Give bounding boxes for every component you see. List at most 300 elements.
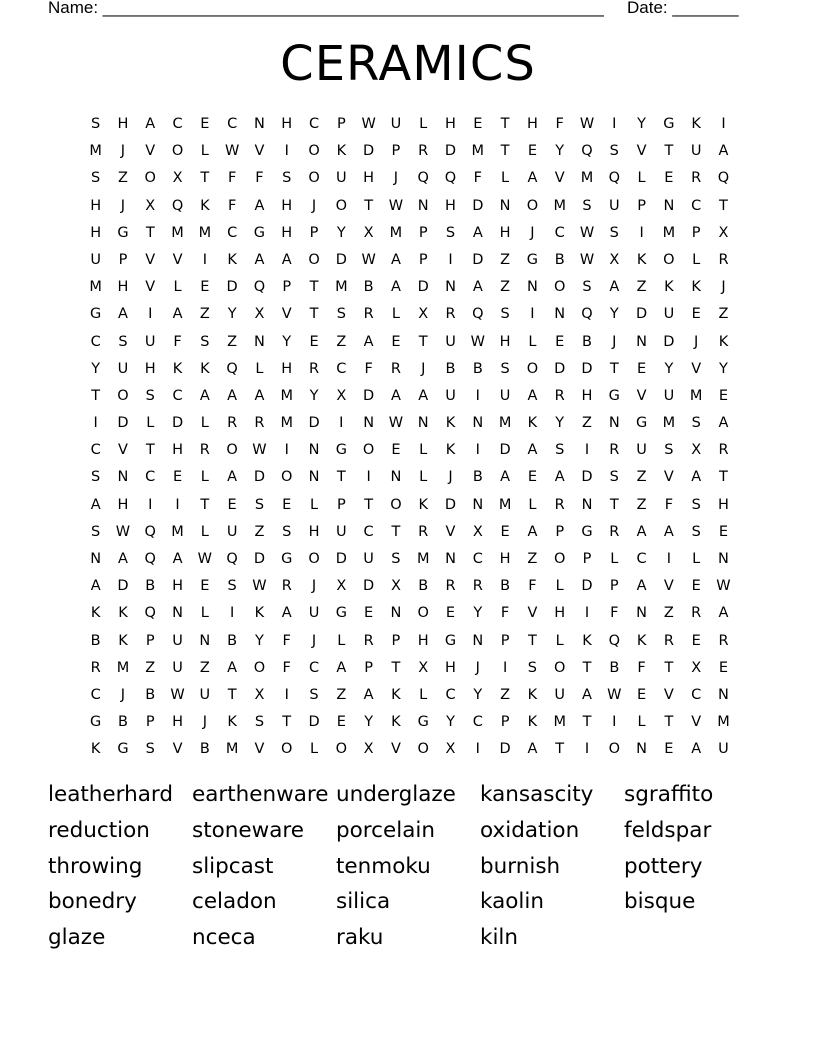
grid-letter: Z xyxy=(199,306,210,323)
grid-letter: A xyxy=(254,197,265,214)
word-list xyxy=(48,777,768,956)
grid-letter: Q xyxy=(226,551,238,567)
grid-letter: U xyxy=(336,523,347,540)
grid-letter: A xyxy=(363,686,374,703)
word-list-item: kiln xyxy=(480,925,519,951)
grid-row xyxy=(82,736,742,763)
grid-letter: A xyxy=(718,143,729,160)
grid-letter: U xyxy=(718,741,729,758)
grid-letter: A xyxy=(254,251,265,268)
grid-letter: Z xyxy=(336,333,347,350)
grid-letter: C xyxy=(308,659,320,676)
grid-letter: S xyxy=(118,333,128,350)
grid-letter: V xyxy=(145,279,156,296)
grid-letter: N xyxy=(390,469,402,486)
grid-letter: K xyxy=(200,360,210,377)
grid-letter: V xyxy=(281,306,292,323)
grid-letter: S xyxy=(254,714,265,731)
grid-letter: E xyxy=(691,306,701,323)
grid-letter: S xyxy=(91,469,101,486)
grid-letter: C xyxy=(636,551,647,567)
grid-letter: I xyxy=(721,116,726,132)
grid-letter: V xyxy=(663,469,674,486)
grid-letter: H xyxy=(554,605,566,622)
grid-letter: K xyxy=(90,741,101,758)
grid-letter: M xyxy=(662,224,676,241)
grid-letter: T xyxy=(664,659,674,676)
grid-letter: N xyxy=(199,632,211,649)
grid-letter: T xyxy=(364,496,374,513)
grid-letter: H xyxy=(172,578,183,595)
grid-letter: N xyxy=(636,605,648,622)
word-list-item: leatherhard xyxy=(48,782,174,807)
grid-letter: W xyxy=(224,143,240,160)
grid-row xyxy=(82,111,742,138)
grid-letter: A xyxy=(527,442,538,459)
grid-letter: N xyxy=(308,469,320,486)
grid-letter: Z xyxy=(663,605,674,622)
grid-letter: O xyxy=(226,442,238,459)
grid-letter: N xyxy=(636,333,648,350)
grid-letter: V xyxy=(145,251,156,268)
word-list-item: kaolin xyxy=(480,889,544,915)
grid-letter: Y xyxy=(555,143,565,160)
grid-letter: V xyxy=(172,741,183,758)
grid-letter: R xyxy=(554,496,565,513)
grid-letter: F xyxy=(282,632,291,649)
grid-letter: M xyxy=(280,387,293,404)
grid-letter: Q xyxy=(717,170,730,187)
grid-letter: E xyxy=(200,279,210,296)
grid-letter: M xyxy=(116,659,130,676)
grid-letter: Y xyxy=(336,224,346,241)
grid-letter: H xyxy=(117,279,129,296)
grid-letter: T xyxy=(609,496,619,513)
grid-letter: C xyxy=(227,116,238,132)
grid-letter: H xyxy=(363,170,375,187)
grid-letter: B xyxy=(500,578,511,595)
grid-letter: U xyxy=(363,551,374,567)
grid-letter: O xyxy=(281,741,293,758)
grid-letter: L xyxy=(309,496,319,513)
grid-letter: I xyxy=(148,496,153,513)
grid-letter: T xyxy=(555,741,565,758)
grid-letter: C xyxy=(691,197,702,214)
grid-letter: P xyxy=(418,224,428,241)
grid-letter: E xyxy=(227,496,237,513)
grid-letter: T xyxy=(719,197,728,214)
grid-letter: O xyxy=(553,659,566,676)
grid-letter: P xyxy=(637,197,646,214)
grid-letter: F xyxy=(473,170,482,187)
grid-letter: V xyxy=(445,523,456,540)
grid-letter: T xyxy=(500,116,510,132)
grid-letter: V xyxy=(663,578,674,595)
grid-letter: M xyxy=(689,387,703,404)
grid-letter: Z xyxy=(636,279,647,296)
header xyxy=(48,0,748,19)
grid-letter: A xyxy=(172,551,183,567)
grid-letter: K xyxy=(445,442,456,459)
grid-letter: I xyxy=(366,469,371,486)
grid-letter: Q xyxy=(608,632,620,649)
grid-letter: A xyxy=(390,387,401,404)
grid-letter: W xyxy=(170,686,185,703)
grid-letter: X xyxy=(691,659,702,676)
grid-letter: S xyxy=(391,551,401,567)
grid-letter: K xyxy=(254,605,265,622)
grid-letter: F xyxy=(282,659,291,676)
word-list-item: throwing xyxy=(48,853,143,879)
grid-letter: A xyxy=(663,523,674,540)
grid-letter: Y xyxy=(255,632,264,649)
grid-letter: C xyxy=(472,714,483,731)
grid-letter: R xyxy=(718,251,729,268)
grid-letter: H xyxy=(445,659,456,676)
grid-letter: K xyxy=(527,686,538,703)
grid-letter: S xyxy=(664,442,674,459)
grid-letter: T xyxy=(336,469,346,486)
grid-letter: U xyxy=(608,197,620,214)
grid-letter: L xyxy=(637,170,646,187)
grid-letter: X xyxy=(254,686,265,703)
grid-letter: A xyxy=(336,659,347,676)
grid-letter: S xyxy=(691,523,701,540)
grid-letter: L xyxy=(419,469,428,486)
grid-letter: B xyxy=(117,714,128,731)
grid-letter: V xyxy=(172,251,183,268)
grid-letter: O xyxy=(335,741,348,758)
grid-letter: I xyxy=(584,442,590,459)
grid-letter: G xyxy=(117,741,129,758)
grid-letter: A xyxy=(227,387,238,404)
grid-letter: D xyxy=(499,442,511,459)
grid-letter: I xyxy=(284,686,289,703)
grid-letter: O xyxy=(608,741,620,758)
grid-letter: M xyxy=(171,224,184,241)
grid-letter: P xyxy=(391,143,401,160)
grid-letter: U xyxy=(554,686,565,703)
word-list-item: earthenware xyxy=(192,782,329,807)
grid-letter: J xyxy=(311,632,317,649)
grid-letter: Z xyxy=(500,251,511,268)
grid-letter: S xyxy=(609,224,619,241)
grid-letter: X xyxy=(472,523,483,540)
grid-letter: N xyxy=(445,279,456,296)
grid-letter: N xyxy=(581,496,593,513)
grid-letter: S xyxy=(91,170,101,187)
word-list-item: underglaze xyxy=(336,782,456,807)
grid-letter: V xyxy=(117,442,128,459)
grid-letter: B xyxy=(199,741,210,758)
grid-letter: D xyxy=(581,578,593,595)
grid-letter: A xyxy=(390,251,401,268)
grid-letter: K xyxy=(691,116,701,132)
grid-letter: E xyxy=(445,605,456,622)
grid-letter: F xyxy=(500,605,510,622)
grid-letter: I xyxy=(284,442,289,459)
grid-letter: R xyxy=(718,632,729,649)
word-search-grid xyxy=(82,111,742,764)
grid-letter: P xyxy=(500,632,510,649)
grid-letter: C xyxy=(472,551,483,567)
grid-letter: O xyxy=(335,197,348,214)
grid-letter: H xyxy=(499,551,511,567)
grid-letter: O xyxy=(308,170,320,187)
grid-letter: N xyxy=(254,116,265,132)
grid-letter: L xyxy=(637,714,646,731)
grid-letter: F xyxy=(610,605,619,622)
word-list-item: porcelain xyxy=(336,817,435,843)
grid-letter: J xyxy=(120,686,126,703)
grid-letter: J xyxy=(721,279,726,296)
grid-letter: P xyxy=(145,632,155,649)
grid-letter: S xyxy=(227,578,237,595)
grid-letter: W xyxy=(579,116,595,132)
grid-letter: V xyxy=(554,170,565,187)
grid-letter: L xyxy=(146,415,155,432)
grid-letter: O xyxy=(526,360,539,377)
grid-letter: I xyxy=(475,387,480,404)
grid-letter: Z xyxy=(500,686,511,703)
grid-letter: F xyxy=(364,360,373,377)
grid-letter: E xyxy=(527,469,537,486)
grid-letter: G xyxy=(335,442,347,459)
grid-letter: B xyxy=(582,333,592,350)
grid-letter: E xyxy=(473,116,483,132)
grid-letter: L xyxy=(200,415,209,432)
grid-letter: U xyxy=(499,387,511,404)
grid-letter: R xyxy=(308,360,320,377)
grid-letter: X xyxy=(609,251,620,268)
grid-letter: L xyxy=(200,143,209,160)
grid-letter: K xyxy=(172,360,183,377)
grid-letter: S xyxy=(582,197,592,214)
grid-letter: A xyxy=(172,306,183,323)
grid-letter: R xyxy=(472,578,483,595)
word-list-item: pottery xyxy=(624,853,703,879)
grid-letter: X xyxy=(418,306,429,323)
grid-letter: U xyxy=(663,387,675,404)
grid-letter: D xyxy=(308,714,320,731)
grid-letter: T xyxy=(664,714,674,731)
grid-letter: N xyxy=(526,279,538,296)
grid-letter: C xyxy=(445,686,456,703)
grid-letter: D xyxy=(499,741,511,758)
grid-letter: M xyxy=(225,741,239,758)
grid-letter: N xyxy=(390,605,402,622)
grid-letter: D xyxy=(444,496,457,513)
grid-letter: S xyxy=(91,523,101,540)
grid-letter: L xyxy=(309,741,319,758)
grid-letter: I xyxy=(148,306,153,323)
grid-letter: S xyxy=(282,170,292,187)
grid-letter: G xyxy=(253,224,266,241)
grid-letter: Y xyxy=(309,387,319,404)
grid-row xyxy=(82,628,742,655)
grid-letter: E xyxy=(282,496,292,513)
word-list-item: kansascity xyxy=(480,782,594,807)
grid-letter: M xyxy=(662,415,676,432)
grid-letter: U xyxy=(226,523,238,540)
grid-letter: F xyxy=(664,496,674,513)
grid-letter: J xyxy=(448,469,453,486)
grid-letter: V xyxy=(145,143,156,160)
grid-letter: J xyxy=(393,170,399,187)
grid-letter: G xyxy=(635,415,648,432)
grid-letter: Z xyxy=(636,469,647,486)
grid-row xyxy=(82,464,742,491)
grid-letter: O xyxy=(308,251,320,268)
grid-letter: P xyxy=(309,224,319,241)
grid-letter: F xyxy=(637,659,646,676)
grid-letter: Q xyxy=(253,279,266,296)
grid-letter: E xyxy=(718,387,729,404)
grid-letter: M xyxy=(498,496,512,513)
grid-letter: W xyxy=(115,523,131,540)
word-list-item: stoneware xyxy=(192,817,304,843)
grid-letter: Z xyxy=(254,523,265,540)
grid-letter: Y xyxy=(637,116,647,132)
grid-letter: Z xyxy=(527,551,538,567)
grid-letter: U xyxy=(172,632,183,649)
grid-letter: S xyxy=(555,442,565,459)
grid-letter: E xyxy=(691,632,701,649)
grid-letter: U xyxy=(144,333,156,350)
grid-letter: M xyxy=(335,279,348,296)
grid-letter: H xyxy=(281,197,293,214)
grid-letter: J xyxy=(120,197,126,214)
grid-row xyxy=(82,301,742,328)
grid-letter: T xyxy=(145,224,155,241)
grid-letter: D xyxy=(171,415,184,432)
grid-letter: C xyxy=(90,686,101,703)
grid-letter: K xyxy=(227,714,237,731)
grid-letter: T xyxy=(200,170,210,187)
grid-letter: P xyxy=(118,251,128,268)
grid-letter: N xyxy=(554,306,566,323)
grid-letter: K xyxy=(636,632,647,649)
grid-letter: E xyxy=(527,143,537,160)
grid-letter: R xyxy=(227,415,238,432)
grid-letter: H xyxy=(417,632,429,649)
grid-letter: E xyxy=(391,333,401,350)
grid-letter: S xyxy=(609,143,619,160)
grid-letter: D xyxy=(472,251,484,268)
grid-letter: E xyxy=(364,605,374,622)
grid-letter: I xyxy=(93,415,98,432)
grid-letter: J xyxy=(694,333,699,350)
grid-letter: S xyxy=(145,741,155,758)
grid-letter: A xyxy=(527,523,538,540)
grid-letter: T xyxy=(719,469,728,486)
grid-letter: T xyxy=(309,306,319,323)
grid-letter: T xyxy=(582,659,592,676)
grid-letter: W xyxy=(607,686,622,703)
grid-row xyxy=(82,492,742,519)
grid-letter: K xyxy=(227,251,237,268)
grid-letter: W xyxy=(252,578,267,595)
grid-row xyxy=(82,220,742,247)
grid-letter: A xyxy=(418,387,429,404)
grid-letter: P xyxy=(364,659,373,676)
grid-letter: O xyxy=(417,605,429,622)
grid-letter: I xyxy=(339,415,344,432)
grid-row xyxy=(82,356,742,383)
grid-row xyxy=(82,410,742,437)
grid-letter: O xyxy=(417,741,429,758)
grid-letter: H xyxy=(445,116,456,132)
grid-letter: L xyxy=(200,523,209,540)
grid-letter: C xyxy=(554,224,565,241)
grid-letter: A xyxy=(636,523,647,540)
grid-letter: R xyxy=(418,523,429,540)
grid-letter: M xyxy=(280,415,293,432)
grid-letter: A xyxy=(117,551,128,567)
grid-letter: Y xyxy=(473,605,483,622)
grid-letter: B xyxy=(472,360,483,377)
grid-letter: N xyxy=(718,551,729,567)
grid-letter: J xyxy=(530,224,535,241)
grid-letter: E xyxy=(664,741,674,758)
grid-letter: W xyxy=(388,415,404,432)
grid-letter: T xyxy=(582,714,592,731)
grid-letter: D xyxy=(363,387,375,404)
grid-letter: B xyxy=(418,578,429,595)
grid-letter: U xyxy=(445,333,456,350)
grid-letter: S xyxy=(527,659,537,676)
grid-letter: L xyxy=(200,469,209,486)
grid-letter: Q xyxy=(444,170,457,187)
grid-letter: H xyxy=(445,197,456,214)
grid-letter: T xyxy=(145,442,155,459)
grid-letter: R xyxy=(609,523,620,540)
grid-letter: A xyxy=(281,251,292,268)
grid-letter: A xyxy=(281,605,292,622)
grid-letter: R xyxy=(663,632,674,649)
grid-letter: L xyxy=(528,333,537,350)
grid-letter: K xyxy=(336,143,347,160)
grid-letter: A xyxy=(527,387,538,404)
grid-letter: H xyxy=(117,496,129,513)
grid-letter: P xyxy=(582,551,592,567)
grid-letter: Y xyxy=(719,360,728,377)
grid-letter: A xyxy=(718,605,729,622)
grid-letter: R xyxy=(609,442,620,459)
grid-letter: N xyxy=(90,551,102,567)
grid-letter: J xyxy=(120,143,126,160)
grid-row xyxy=(82,383,742,410)
grid-letter: L xyxy=(692,251,701,268)
word-list-item: oxidation xyxy=(480,817,580,843)
word-list-item: burnish xyxy=(480,853,561,879)
grid-letter: I xyxy=(612,714,617,731)
word-list-item: sgraffito xyxy=(624,782,714,807)
grid-letter: Z xyxy=(582,415,592,432)
grid-letter: R xyxy=(418,143,429,160)
grid-letter: K xyxy=(118,632,128,649)
grid-letter: H xyxy=(718,496,729,513)
grid-letter: T xyxy=(309,279,319,296)
grid-letter: Q xyxy=(144,605,156,622)
grid-letter: E xyxy=(718,523,729,540)
grid-row xyxy=(82,165,742,192)
word-list-item: nceca xyxy=(192,925,256,951)
grid-letter: P xyxy=(336,116,346,132)
grid-letter: I xyxy=(175,496,180,513)
grid-letter: J xyxy=(311,197,317,214)
grid-letter: N xyxy=(472,632,484,649)
